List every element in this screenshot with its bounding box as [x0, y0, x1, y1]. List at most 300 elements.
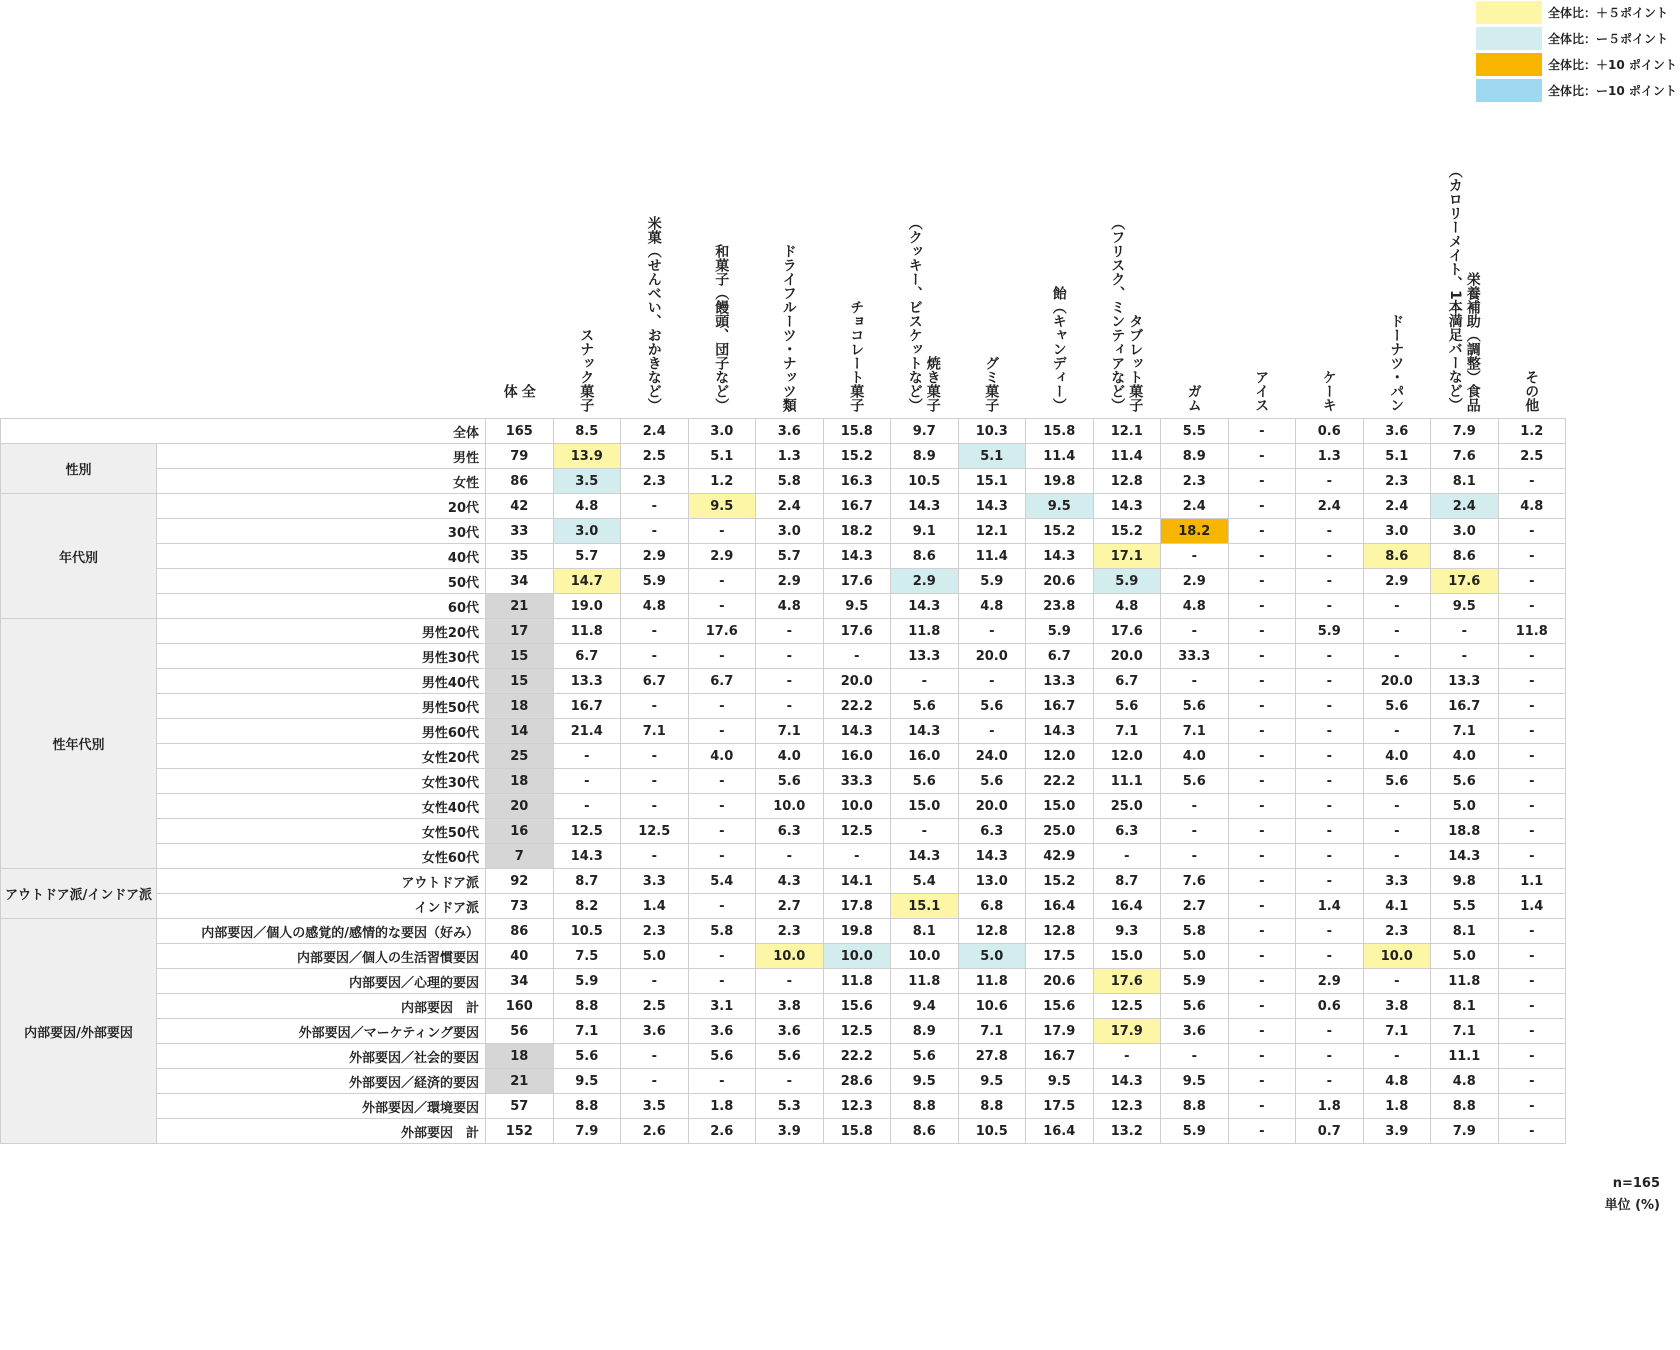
- row-label: 男性20代: [157, 619, 486, 644]
- sample-count: 152: [486, 1119, 554, 1144]
- value-cell: 5.9: [1161, 969, 1229, 994]
- value-cell: -: [1296, 594, 1364, 619]
- value-cell: 5.6: [1161, 769, 1229, 794]
- value-cell: 7.1: [958, 1019, 1026, 1044]
- value-cell: 2.5: [1498, 444, 1566, 469]
- sample-count: 7: [486, 844, 554, 869]
- value-cell: 2.3: [1161, 469, 1229, 494]
- value-cell: 11.1: [1093, 769, 1161, 794]
- value-cell: -: [1498, 544, 1566, 569]
- value-cell: -: [1498, 819, 1566, 844]
- value-cell: -: [756, 1069, 824, 1094]
- sample-count: 86: [486, 469, 554, 494]
- value-cell: 5.6: [553, 1044, 621, 1069]
- value-cell: 1.4: [1498, 894, 1566, 919]
- value-cell: 16.4: [1093, 894, 1161, 919]
- value-cell: 8.1: [891, 919, 959, 944]
- value-cell: 8.8: [553, 1094, 621, 1119]
- value-cell: 20.6: [1026, 569, 1094, 594]
- value-cell: 5.9: [1161, 1119, 1229, 1144]
- sample-count: 18: [486, 1044, 554, 1069]
- value-cell: 2.4: [1161, 494, 1229, 519]
- value-cell: 5.9: [958, 569, 1026, 594]
- value-cell: -: [756, 619, 824, 644]
- value-cell: 8.7: [1093, 869, 1161, 894]
- value-cell: 12.5: [823, 1019, 891, 1044]
- value-cell: 15.8: [823, 419, 891, 444]
- value-cell: 25.0: [1026, 819, 1094, 844]
- value-cell: -: [621, 519, 689, 544]
- value-cell: -: [756, 669, 824, 694]
- value-cell: 3.3: [621, 869, 689, 894]
- value-cell: -: [1093, 1044, 1161, 1069]
- value-cell: 16.7: [1026, 1044, 1094, 1069]
- value-cell: 6.7: [621, 669, 689, 694]
- value-cell: 20.0: [1363, 669, 1431, 694]
- value-cell: -: [1161, 844, 1229, 869]
- value-cell: 6.3: [958, 819, 1026, 844]
- value-cell: 11.8: [823, 969, 891, 994]
- value-cell: 2.4: [1431, 494, 1499, 519]
- value-cell: 17.8: [823, 894, 891, 919]
- value-cell: -: [1498, 994, 1566, 1019]
- table-row: [1, 794, 1566, 819]
- value-cell: 3.0: [688, 419, 756, 444]
- value-cell: -: [958, 719, 1026, 744]
- sample-count: 21: [486, 594, 554, 619]
- table-row: [1, 994, 1566, 1019]
- value-cell: 8.8: [958, 1094, 1026, 1119]
- legend-swatch: [1476, 53, 1542, 76]
- value-cell: -: [1498, 769, 1566, 794]
- value-cell: 3.6: [756, 1019, 824, 1044]
- row-label: 男性60代: [157, 719, 486, 744]
- value-cell: 14.3: [891, 594, 959, 619]
- value-cell: 14.3: [1431, 844, 1499, 869]
- value-cell: 21.4: [553, 719, 621, 744]
- value-cell: -: [1363, 619, 1431, 644]
- value-cell: -: [688, 694, 756, 719]
- value-cell: 2.7: [756, 894, 824, 919]
- value-cell: 3.8: [1363, 994, 1431, 1019]
- value-cell: -: [1498, 794, 1566, 819]
- value-cell: -: [1498, 694, 1566, 719]
- value-cell: 4.0: [688, 744, 756, 769]
- column-header-text: 焼き菓子: [924, 356, 941, 412]
- row-label: 女性: [157, 469, 486, 494]
- column-header: [1498, 150, 1566, 412]
- value-cell: 14.3: [823, 719, 891, 744]
- value-cell: 4.8: [1498, 494, 1566, 519]
- value-cell: -: [1228, 644, 1296, 669]
- value-cell: 14.3: [553, 844, 621, 869]
- value-cell: 3.8: [756, 994, 824, 1019]
- value-cell: 5.6: [1093, 694, 1161, 719]
- value-cell: 17.6: [1093, 969, 1161, 994]
- value-cell: 8.6: [1363, 544, 1431, 569]
- value-cell: -: [1363, 594, 1431, 619]
- column-header-text: チョコレート菓子: [848, 300, 865, 412]
- value-cell: -: [1431, 644, 1499, 669]
- value-cell: 2.3: [621, 469, 689, 494]
- value-cell: 14.3: [823, 544, 891, 569]
- legend-item: [1476, 26, 1676, 52]
- value-cell: 5.1: [1363, 444, 1431, 469]
- column-header-text: アイス: [1253, 370, 1270, 412]
- value-cell: -: [621, 694, 689, 719]
- value-cell: -: [688, 794, 756, 819]
- value-cell: 5.0: [1431, 944, 1499, 969]
- value-cell: 16.3: [823, 469, 891, 494]
- value-cell: 2.7: [1161, 894, 1229, 919]
- value-cell: -: [1296, 644, 1364, 669]
- value-cell: -: [1161, 619, 1229, 644]
- column-header: [553, 150, 621, 412]
- value-cell: 5.7: [553, 544, 621, 569]
- sample-count: 15: [486, 669, 554, 694]
- value-cell: -: [1228, 1094, 1296, 1119]
- value-cell: -: [1363, 1044, 1431, 1069]
- value-cell: -: [1498, 719, 1566, 744]
- value-cell: 7.6: [1431, 444, 1499, 469]
- value-cell: 5.8: [688, 919, 756, 944]
- value-cell: -: [1296, 744, 1364, 769]
- value-cell: -: [688, 844, 756, 869]
- value-cell: 5.6: [891, 1044, 959, 1069]
- column-header-text: 米菓（せんべい、おかきなど）: [645, 216, 662, 412]
- value-cell: 17.6: [823, 619, 891, 644]
- value-cell: 4.1: [1363, 894, 1431, 919]
- value-cell: 9.5: [823, 594, 891, 619]
- table-row: [1, 919, 1566, 944]
- value-cell: 16.7: [1026, 694, 1094, 719]
- value-cell: -: [756, 844, 824, 869]
- column-header-text: ケーキ: [1320, 370, 1337, 412]
- table-row: [1, 869, 1566, 894]
- value-cell: 7.9: [1431, 1119, 1499, 1144]
- value-cell: 5.6: [891, 769, 959, 794]
- value-cell: 12.1: [958, 519, 1026, 544]
- value-cell: 3.6: [688, 1019, 756, 1044]
- column-header: [620, 150, 688, 412]
- value-cell: 3.6: [756, 419, 824, 444]
- value-cell: 1.8: [1363, 1094, 1431, 1119]
- value-cell: 8.9: [1161, 444, 1229, 469]
- column-header-text: ガム: [1185, 384, 1202, 412]
- value-cell: 5.6: [1161, 994, 1229, 1019]
- value-cell: 13.3: [891, 644, 959, 669]
- value-cell: 5.0: [621, 944, 689, 969]
- value-cell: -: [1228, 444, 1296, 469]
- value-cell: 5.3: [756, 1094, 824, 1119]
- value-cell: -: [621, 619, 689, 644]
- value-cell: 18.2: [1161, 519, 1229, 544]
- value-cell: 3.0: [553, 519, 621, 544]
- value-cell: 8.1: [1431, 994, 1499, 1019]
- column-header-text: ドーナツ・パン: [1388, 314, 1405, 412]
- value-cell: 6.7: [688, 669, 756, 694]
- value-cell: -: [1228, 794, 1296, 819]
- value-cell: 15.6: [823, 994, 891, 1019]
- value-cell: 5.6: [1363, 694, 1431, 719]
- table-row: [1, 894, 1566, 919]
- value-cell: 5.6: [891, 694, 959, 719]
- value-cell: 14.3: [891, 844, 959, 869]
- value-cell: 7.1: [1161, 719, 1229, 744]
- value-cell: 10.0: [1363, 944, 1431, 969]
- value-cell: 20.0: [958, 794, 1026, 819]
- value-cell: 14.3: [958, 844, 1026, 869]
- value-cell: 12.0: [1026, 744, 1094, 769]
- value-cell: 17.5: [1026, 1094, 1094, 1119]
- value-cell: 8.6: [1431, 544, 1499, 569]
- value-cell: 5.4: [688, 869, 756, 894]
- value-cell: 11.4: [958, 544, 1026, 569]
- table-row: [1, 644, 1566, 669]
- column-header-text: スナック菓子: [578, 328, 595, 412]
- value-cell: -: [621, 969, 689, 994]
- column-header: [1363, 150, 1431, 412]
- value-cell: -: [1498, 1119, 1566, 1144]
- value-cell: -: [1498, 644, 1566, 669]
- legend-swatch: [1476, 27, 1542, 50]
- value-cell: 15.2: [1093, 519, 1161, 544]
- value-cell: 0.6: [1296, 994, 1364, 1019]
- value-cell: -: [553, 769, 621, 794]
- value-cell: 2.4: [1296, 494, 1364, 519]
- column-header-text: グミ菓子: [983, 356, 1000, 412]
- row-label: 外部要因／社会的要因: [157, 1044, 486, 1069]
- row-label: 30代: [157, 519, 486, 544]
- value-cell: 3.3: [1363, 869, 1431, 894]
- row-label: 外部要因／マーケティング要因: [157, 1019, 486, 1044]
- value-cell: -: [553, 794, 621, 819]
- value-cell: 4.8: [1363, 1069, 1431, 1094]
- value-cell: 10.5: [891, 469, 959, 494]
- value-cell: 14.3: [958, 494, 1026, 519]
- value-cell: 2.9: [756, 569, 824, 594]
- value-cell: 6.3: [756, 819, 824, 844]
- value-cell: -: [1161, 669, 1229, 694]
- value-cell: -: [688, 944, 756, 969]
- value-cell: 2.3: [756, 919, 824, 944]
- table-row: [1, 494, 1566, 519]
- value-cell: -: [621, 769, 689, 794]
- row-label: 男性: [157, 444, 486, 469]
- value-cell: -: [1498, 919, 1566, 944]
- row-label: 外部要因 計: [157, 1119, 486, 1144]
- value-cell: 2.6: [621, 1119, 689, 1144]
- value-cell: -: [1228, 994, 1296, 1019]
- table-row: [1, 1119, 1566, 1144]
- value-cell: -: [823, 844, 891, 869]
- value-cell: 2.9: [621, 544, 689, 569]
- value-cell: 10.3: [958, 419, 1026, 444]
- value-cell: 22.2: [1026, 769, 1094, 794]
- row-label: 女性40代: [157, 794, 486, 819]
- value-cell: 17.5: [1026, 944, 1094, 969]
- value-cell: -: [958, 619, 1026, 644]
- value-cell: 27.8: [958, 1044, 1026, 1069]
- value-cell: 6.3: [1093, 819, 1161, 844]
- value-cell: 1.2: [1498, 419, 1566, 444]
- value-cell: 3.0: [756, 519, 824, 544]
- value-cell: 17.1: [1093, 544, 1161, 569]
- column-header-text: （フリスク、ミンティアなど）: [1109, 216, 1126, 412]
- column-header: [1295, 150, 1363, 412]
- value-cell: -: [1296, 769, 1364, 794]
- value-cell: -: [1296, 544, 1364, 569]
- value-cell: 9.5: [1026, 494, 1094, 519]
- value-cell: 33.3: [1161, 644, 1229, 669]
- value-cell: 16.0: [823, 744, 891, 769]
- value-cell: 12.3: [823, 1094, 891, 1119]
- value-cell: 2.9: [1296, 969, 1364, 994]
- row-label: 男性40代: [157, 669, 486, 694]
- column-header-text: 飴（キャンディー）: [1050, 286, 1067, 412]
- value-cell: 5.6: [756, 769, 824, 794]
- value-cell: -: [1498, 944, 1566, 969]
- value-cell: -: [1228, 894, 1296, 919]
- value-cell: 13.3: [553, 669, 621, 694]
- value-cell: 17.6: [1431, 569, 1499, 594]
- value-cell: 5.1: [958, 444, 1026, 469]
- value-cell: 1.8: [688, 1094, 756, 1119]
- value-cell: 28.6: [823, 1069, 891, 1094]
- value-cell: 9.1: [891, 519, 959, 544]
- value-cell: -: [1296, 669, 1364, 694]
- value-cell: 15.0: [1026, 794, 1094, 819]
- value-cell: 13.0: [958, 869, 1026, 894]
- value-cell: -: [688, 969, 756, 994]
- value-cell: 13.3: [1431, 669, 1499, 694]
- value-cell: -: [1498, 1019, 1566, 1044]
- value-cell: 14.3: [1026, 719, 1094, 744]
- value-cell: 7.1: [1093, 719, 1161, 744]
- value-cell: 7.1: [756, 719, 824, 744]
- value-cell: 9.5: [553, 1069, 621, 1094]
- value-cell: 3.6: [1161, 1019, 1229, 1044]
- value-cell: 14.3: [1093, 1069, 1161, 1094]
- value-cell: 6.7: [1093, 669, 1161, 694]
- value-cell: 14.7: [553, 569, 621, 594]
- value-cell: -: [1363, 844, 1431, 869]
- row-label: 外部要因／環境要因: [157, 1094, 486, 1119]
- value-cell: 10.5: [958, 1119, 1026, 1144]
- value-cell: 14.3: [1093, 494, 1161, 519]
- value-cell: 11.8: [1431, 969, 1499, 994]
- value-cell: 17.6: [1093, 619, 1161, 644]
- value-cell: 4.8: [621, 594, 689, 619]
- column-header: [1025, 150, 1093, 412]
- value-cell: 11.1: [1431, 1044, 1499, 1069]
- value-cell: -: [1296, 844, 1364, 869]
- value-cell: -: [1296, 519, 1364, 544]
- value-cell: 7.1: [1431, 1019, 1499, 1044]
- value-cell: 15.1: [958, 469, 1026, 494]
- sample-size-label: n=165: [1612, 1176, 1660, 1191]
- value-cell: 14.3: [891, 719, 959, 744]
- value-cell: -: [1228, 944, 1296, 969]
- sample-count: 25: [486, 744, 554, 769]
- table-row: [1, 719, 1566, 744]
- row-label: 全体: [1, 419, 486, 444]
- row-label: 男性50代: [157, 694, 486, 719]
- value-cell: 5.0: [1161, 944, 1229, 969]
- value-cell: -: [1296, 694, 1364, 719]
- table-footer: [1605, 1173, 1660, 1217]
- value-cell: -: [688, 1069, 756, 1094]
- row-label: 20代: [157, 494, 486, 519]
- sample-count: 160: [486, 994, 554, 1019]
- value-cell: -: [1498, 1094, 1566, 1119]
- value-cell: 5.6: [958, 694, 1026, 719]
- value-cell: 5.5: [1431, 894, 1499, 919]
- value-cell: -: [1363, 819, 1431, 844]
- value-cell: -: [621, 1044, 689, 1069]
- value-cell: 2.5: [621, 994, 689, 1019]
- table-row: [1, 469, 1566, 494]
- value-cell: 8.1: [1431, 469, 1499, 494]
- value-cell: 1.4: [1296, 894, 1364, 919]
- value-cell: 12.1: [1093, 419, 1161, 444]
- value-cell: 2.9: [1161, 569, 1229, 594]
- table-row: [1, 594, 1566, 619]
- value-cell: 13.3: [1026, 669, 1094, 694]
- sample-count: 79: [486, 444, 554, 469]
- sample-count: 20: [486, 794, 554, 819]
- value-cell: -: [1228, 669, 1296, 694]
- value-cell: 12.3: [1093, 1094, 1161, 1119]
- value-cell: 0.6: [1296, 419, 1364, 444]
- value-cell: -: [1228, 1119, 1296, 1144]
- value-cell: 19.0: [553, 594, 621, 619]
- value-cell: 6.7: [1026, 644, 1094, 669]
- value-cell: 9.5: [891, 1069, 959, 1094]
- table-row: [1, 444, 1566, 469]
- value-cell: 10.0: [756, 794, 824, 819]
- value-cell: 4.8: [958, 594, 1026, 619]
- column-header-text: （クッキー、ビスケットなど）: [906, 216, 923, 412]
- value-cell: 17.9: [1093, 1019, 1161, 1044]
- sample-count: 16: [486, 819, 554, 844]
- sample-count: 73: [486, 894, 554, 919]
- value-cell: -: [553, 744, 621, 769]
- value-cell: 16.7: [553, 694, 621, 719]
- value-cell: 22.2: [823, 694, 891, 719]
- row-label: 男性30代: [157, 644, 486, 669]
- value-cell: 11.4: [1093, 444, 1161, 469]
- value-cell: 10.0: [823, 794, 891, 819]
- value-cell: 8.1: [1431, 919, 1499, 944]
- value-cell: 25.0: [1093, 794, 1161, 819]
- column-header: [890, 150, 958, 412]
- value-cell: 20.0: [823, 669, 891, 694]
- value-cell: 1.1: [1498, 869, 1566, 894]
- value-cell: 5.7: [756, 544, 824, 569]
- table-row: [1, 694, 1566, 719]
- value-cell: -: [1296, 1069, 1364, 1094]
- value-cell: -: [1161, 1044, 1229, 1069]
- value-cell: 5.6: [958, 769, 1026, 794]
- value-cell: 13.9: [553, 444, 621, 469]
- value-cell: 10.5: [553, 919, 621, 944]
- table-row: [1, 569, 1566, 594]
- value-cell: -: [1161, 819, 1229, 844]
- value-cell: 8.5: [553, 419, 621, 444]
- value-cell: 11.4: [1026, 444, 1094, 469]
- value-cell: 7.6: [1161, 869, 1229, 894]
